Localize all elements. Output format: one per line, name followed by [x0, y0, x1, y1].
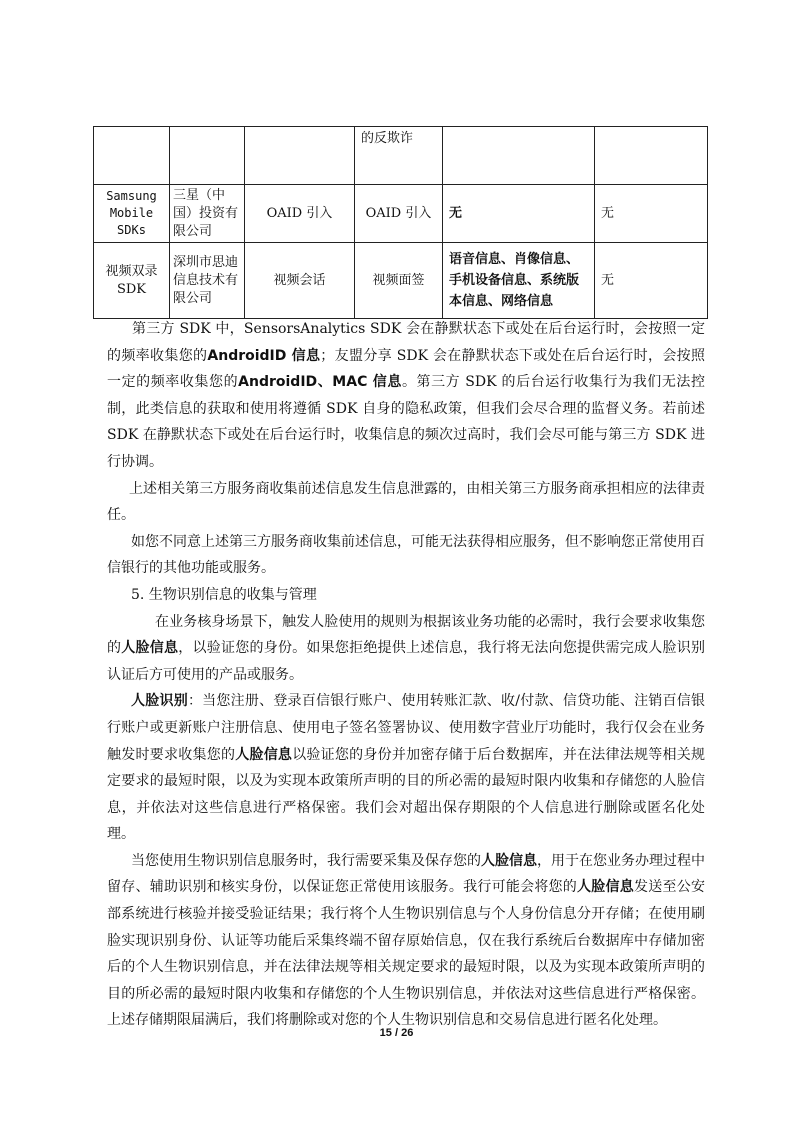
table-cell: 视频面签: [355, 243, 443, 319]
table-cell: 语音信息、肖像信息、手机设备信息、系统版本信息、网络信息: [443, 243, 595, 319]
text: ，以验证您的身份。如果您拒绝提供上述信息，我行将无法向您提供需完成人脸识别认证后方可使用的产品或服务。: [107, 640, 706, 683]
table-cell: 深圳市思迪信息技术有限公司: [170, 243, 245, 319]
sdk-table: [93, 126, 708, 319]
table-cell: [245, 127, 355, 185]
table-cell: [94, 127, 170, 185]
table-row: [94, 185, 708, 243]
table-cell: [443, 127, 595, 185]
text: ，用于在您业务办理过程中留存、辅助识别和核实身份，以保证您正常使用该服务。我行可能会将您的: [107, 852, 705, 896]
section-heading: 5. 生物识别信息的收集与管理: [131, 586, 317, 603]
paragraph: [107, 609, 705, 689]
bold-text: 人脸信息: [481, 852, 537, 869]
body-text: [107, 316, 705, 1034]
paragraph: 如您不同意上述第三方服务商收集前述信息，可能无法获得相应服务，但不影响您正常使用百信银行的其他功能或服务。: [107, 533, 705, 577]
bold-text: 人脸信息: [577, 879, 635, 896]
page-number: 15 / 26: [379, 1027, 414, 1039]
paragraph: [107, 688, 705, 848]
text: 以验证您的身份并加密存储于后台数据库，并在法律法规等相关规定要求的最短时限，以及为实现本政策所声明的目的所必需的最短时限内收集和存储您的人脸信息，并依法对这些信息进行严格保密。我们会对超出保存期限的个人信息进行删除或匿名化处理。: [107, 746, 706, 843]
table-cell: 视频会话: [245, 243, 355, 319]
bold-text: 人脸信息: [121, 640, 179, 657]
table-row: [94, 127, 708, 185]
bold-text: 人脸识别: [131, 693, 188, 710]
paragraph: 上述相关第三方服务商收集前述信息发生信息泄露的，由相关第三方服务商承担相应的法律责任。: [107, 480, 705, 524]
text: 。第三方 SDK 的后台运行收集行为我们无法控制，此类信息的获取和使用将遵循 SDK 自身的隐私政策，但我们会尽合理的监督义务。若前述 SDK 在静默状态下或处在后台运行时，收集信息的频次过高时，我们会尽可能与第三方 SDK 进行协调。: [107, 374, 705, 470]
text: 在业务核身场景下，触发人脸使用的规则为根据该业务功能的必需时，我行会要求收集您的: [107, 613, 705, 657]
bold-text: AndroidID、MAC 信息: [238, 374, 402, 391]
table-cell: OAID 引入: [245, 185, 355, 243]
bold-text: 人脸信息: [235, 746, 293, 763]
paragraph: [107, 316, 705, 476]
table-cell: 无: [595, 185, 708, 243]
text: ：当您注册、登录百信银行账户、使用转账汇款、收/付款、信贷功能、注销百信银行账户或更新账户注册信息、使用电子签名签署协议、使用数字营业厅功能时，我行仅会在业务触发时要求收集您的: [107, 693, 706, 763]
bold-text: AndroidID 信息: [207, 347, 321, 364]
table-cell: 的反欺诈: [355, 127, 443, 185]
text: 第三方 SDK 中，SensorsAnalytics SDK 会在静默状态下或处在后台运行时，会按照一定的频率收集您的: [107, 321, 705, 364]
table-cell: 无: [595, 243, 708, 319]
table-cell: 无: [443, 185, 595, 243]
text: 发送至公安部系统进行核验并接受验证结果；我行将个人生物识别信息与个人身份信息分开存储；在使用刷脸实现识别身份、认证等功能后采集终端不留存原始信息，仅在我行系统后台数据库中存储加密后的个人生物识别信息，并在法律法规等相关规定要求的最短时限，以及为实现本政策所声明的目的所必需的最短时限内收集和存储您的个人生物识别信息，并依法对这些信息进行严格保密。上述存储期限届满后，我们将删除或对您的个人生物识别信息和交易信息进行匿名化处理。: [107, 879, 706, 1029]
table-row: [94, 243, 708, 319]
table-cell: Samsung Mobile SDKs: [94, 185, 170, 243]
text: ；友盟分享 SDK 会在静默状态下或处在后台运行时，会按照一定的频率收集您的: [107, 347, 705, 391]
table-cell: 视频双录SDK: [94, 243, 170, 319]
table-cell: OAID 引入: [355, 185, 443, 243]
paragraph: [107, 848, 705, 1034]
table-cell: 三星（中国）投资有限公司: [170, 185, 245, 243]
table-cell: [170, 127, 245, 185]
text: 当您使用生物识别信息服务时，我行需要采集及保存您的: [131, 852, 481, 869]
table-cell: [595, 127, 708, 185]
